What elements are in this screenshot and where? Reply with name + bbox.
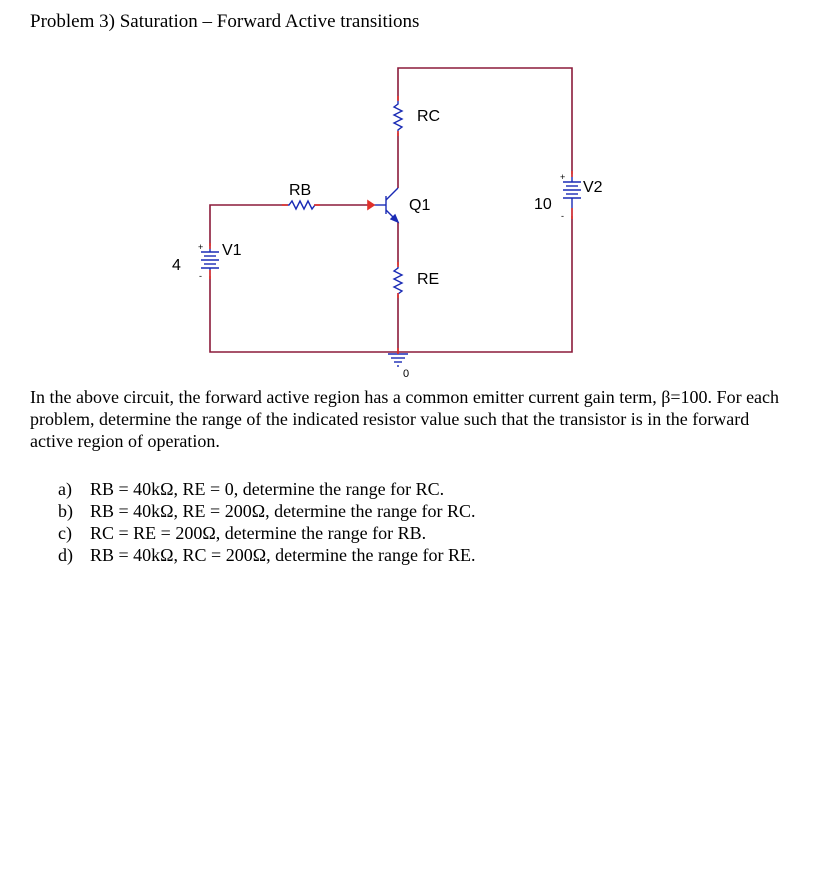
problem-description <box>30 386 790 452</box>
problem-title: Problem 3) Saturation – Forward Active transitions <box>30 11 420 32</box>
question-item <box>58 500 476 522</box>
v2-value: 10 <box>534 196 552 213</box>
v1-value: 4 <box>172 257 181 274</box>
question-label: b) <box>58 501 73 521</box>
v2-minus: - <box>561 211 564 221</box>
re-resistor <box>394 265 402 295</box>
rb-label: RB <box>289 182 312 199</box>
q1-label: Q1 <box>409 197 431 214</box>
question-text: RC = RE = 200Ω, determine the range for RB. <box>90 523 427 543</box>
v1-label: V1 <box>222 242 242 259</box>
v2-plus: + <box>560 172 566 182</box>
wires <box>210 68 572 354</box>
v2-label: V2 <box>583 179 603 196</box>
question-label: d) <box>58 545 73 565</box>
wire-left <box>210 205 286 246</box>
question-label: c) <box>58 523 72 543</box>
ground-label: 0 <box>403 368 410 380</box>
rc-resistor <box>394 100 402 133</box>
rb-resistor <box>286 201 316 209</box>
question-label: a) <box>58 479 72 499</box>
question-list <box>58 478 476 566</box>
re-label: RE <box>417 271 440 288</box>
circuit-diagram <box>0 0 822 380</box>
wire-bottom-left <box>210 276 398 352</box>
rc-label: RC <box>417 108 441 125</box>
v1-plus: + <box>198 242 204 252</box>
question-item <box>58 522 476 544</box>
ground-icon <box>388 354 408 366</box>
question-text: RB = 40kΩ, RE = 0, determine the range for RC. <box>90 479 445 499</box>
question-item <box>58 478 476 500</box>
question-text: RB = 40kΩ, RC = 200Ω, determine the range for RE. <box>90 545 476 565</box>
question-item <box>58 544 476 566</box>
terminal-base-marker <box>368 201 374 209</box>
v1-minus: - <box>199 271 202 281</box>
description-paragraph: In the above circuit, the forward active region has a common emitter current gain term, β=100. For each problem, determine the range of the indicated resistor value such that the transistor is in the forward active region of operation. <box>30 387 780 451</box>
q1-collector-leg <box>386 188 398 200</box>
question-text: RB = 40kΩ, RE = 200Ω, determine the range for RC. <box>90 501 476 521</box>
